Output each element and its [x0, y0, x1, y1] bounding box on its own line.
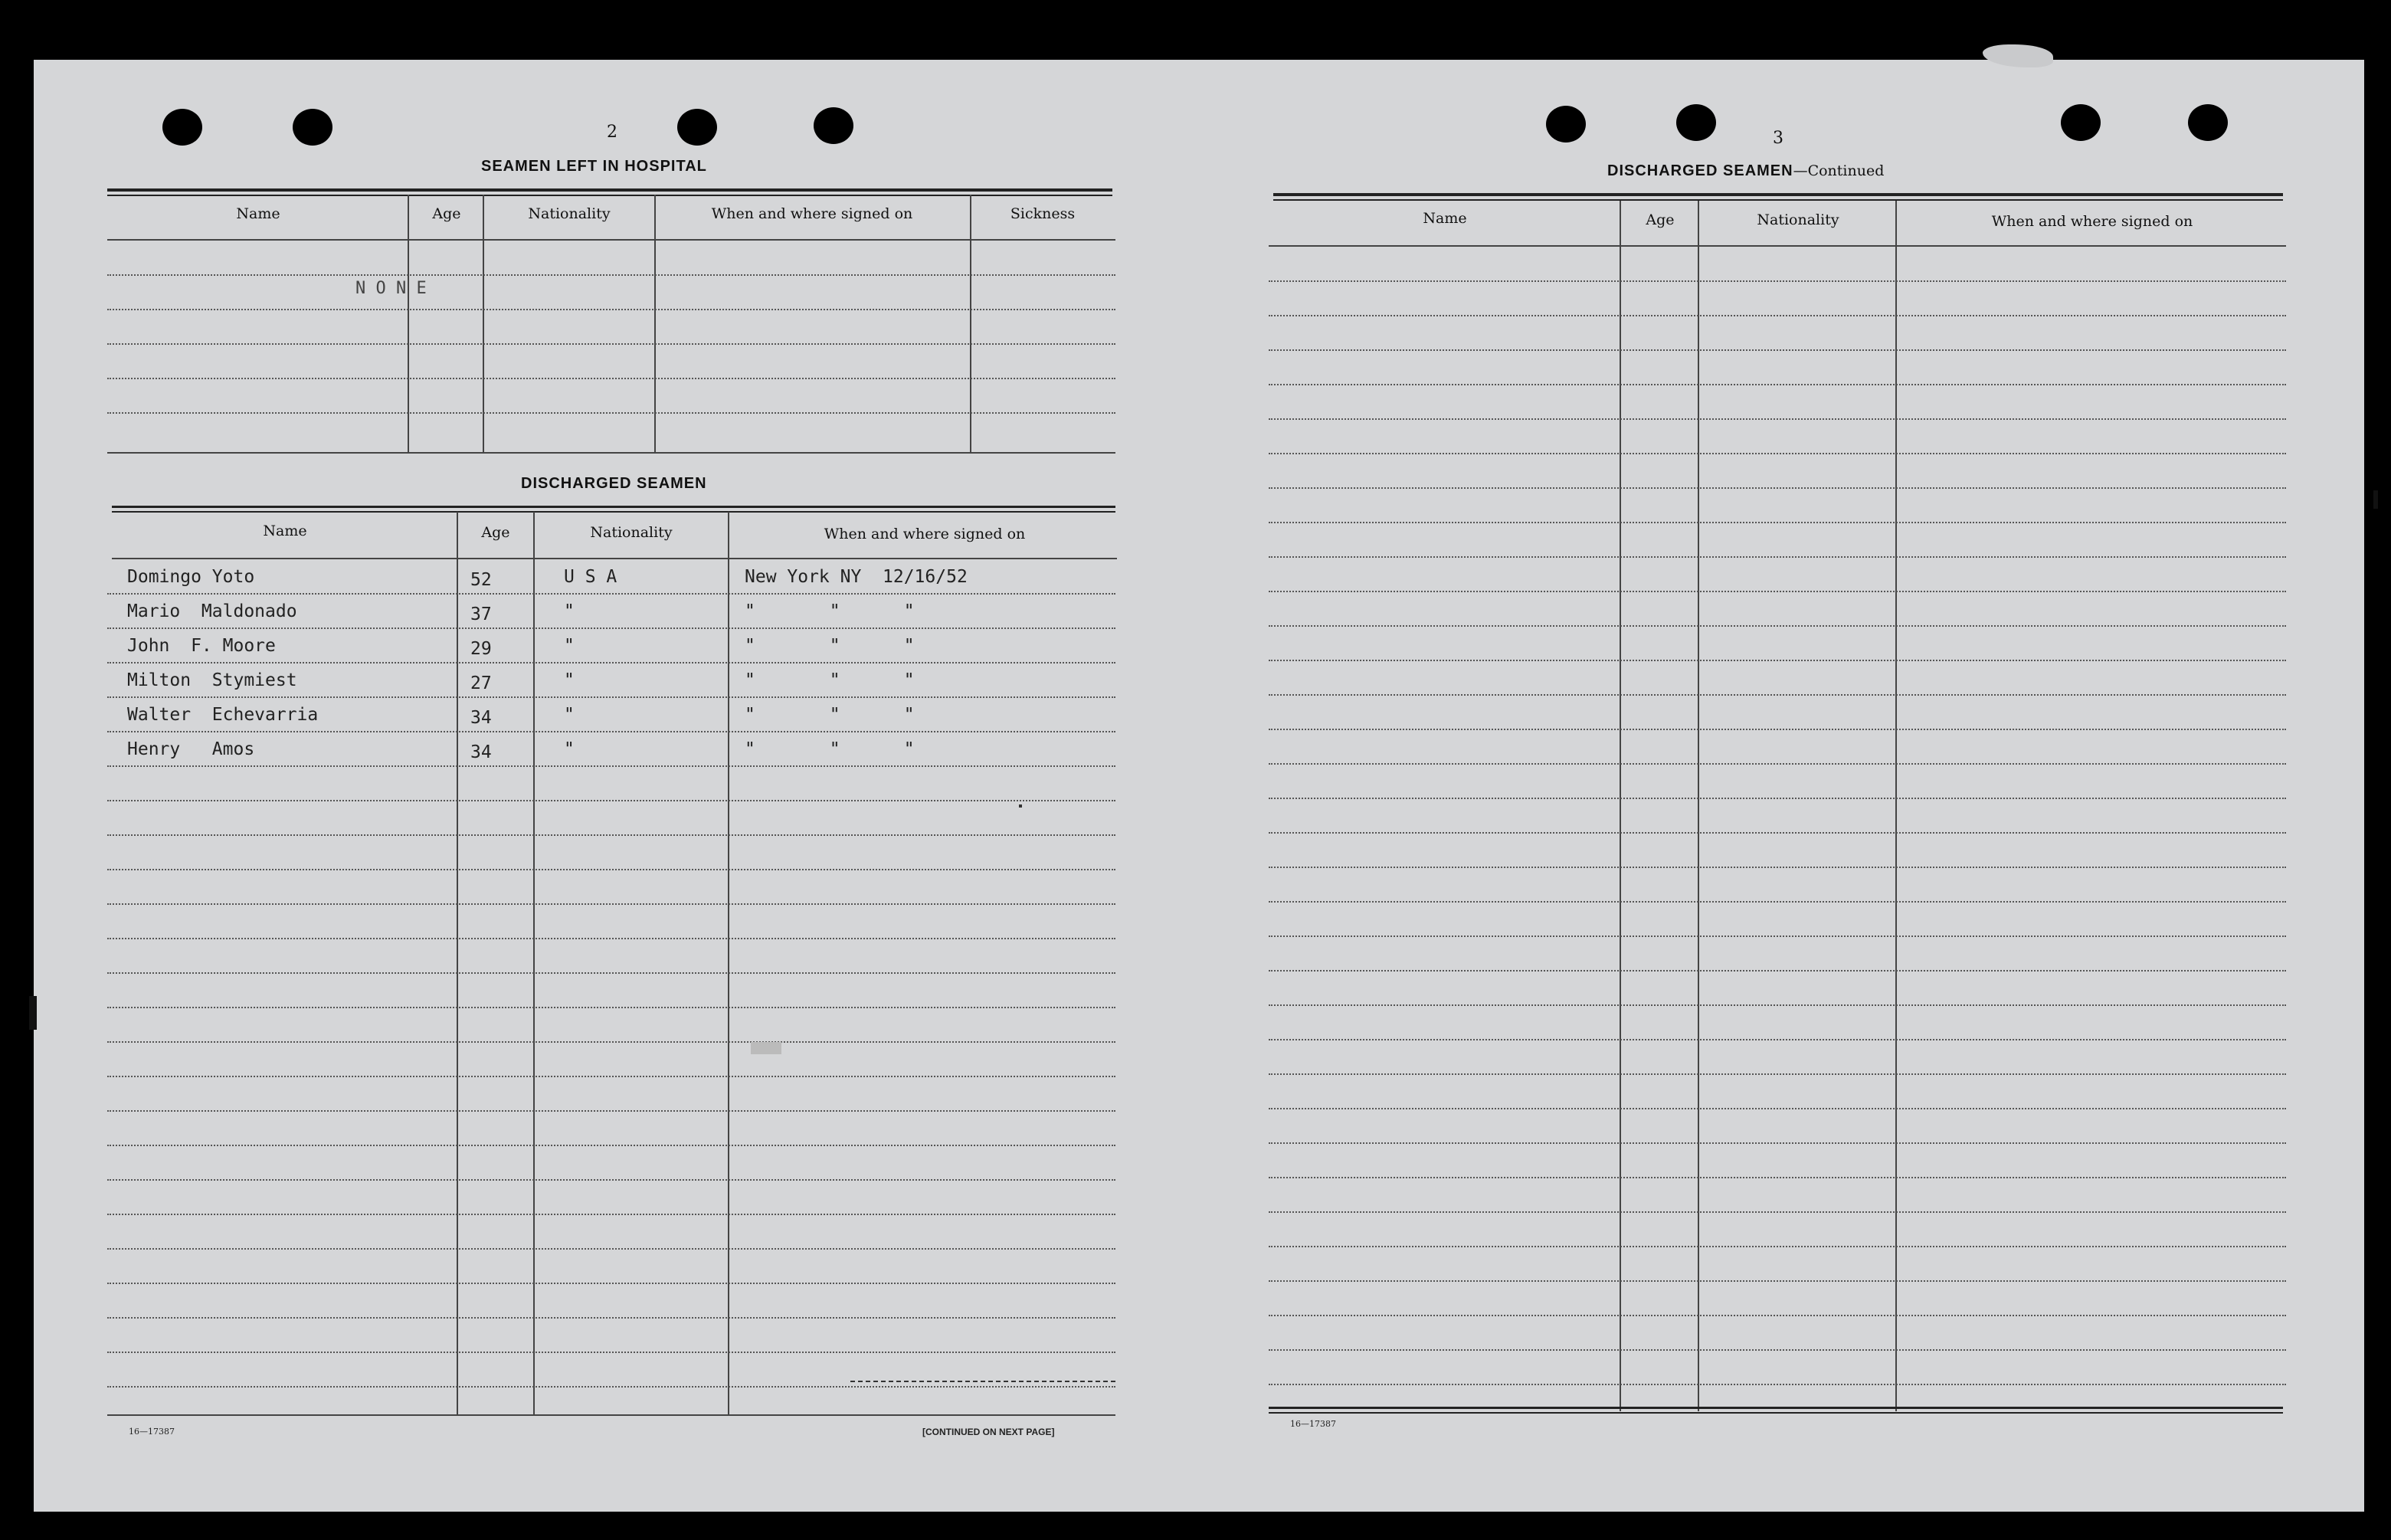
- heavy-rule: [1273, 193, 2283, 196]
- row-age: 27: [470, 673, 492, 693]
- row-signed-on: " " ": [745, 739, 915, 759]
- column-header-name: Name: [1423, 210, 1467, 227]
- ruled-line: [1269, 867, 2286, 868]
- ruled-line: [107, 593, 1115, 595]
- punch-hole: [2061, 104, 2101, 141]
- punch-hole: [2188, 104, 2228, 141]
- column-header-nationality: Nationality: [1757, 211, 1839, 228]
- row-signed-on: " " ": [745, 705, 915, 725]
- speck: [751, 1042, 781, 1054]
- column-header-name: Name: [263, 523, 307, 539]
- ruled-line: [1269, 384, 2286, 385]
- rule: [112, 511, 1115, 513]
- ruled-line: [107, 274, 1115, 276]
- rule: [1273, 199, 2283, 201]
- ruled-line: [107, 869, 1115, 870]
- section-title: [1607, 162, 1884, 180]
- ruled-line: [1269, 556, 2286, 558]
- ruled-line: [1269, 1280, 2286, 1282]
- column-header-age: Age: [432, 205, 461, 222]
- punch-hole: [677, 109, 717, 146]
- page-number: 2: [607, 123, 617, 142]
- row-name: John F. Moore: [127, 636, 276, 656]
- punch-hole: [814, 107, 853, 144]
- column-header-sickness: Sickness: [1010, 205, 1076, 222]
- column-divider: [533, 512, 535, 1414]
- row-name: Milton Stymiest: [127, 670, 297, 690]
- page-number: 3: [1773, 129, 1783, 148]
- column-header-name: Name: [236, 205, 280, 222]
- ruled-line: [1269, 418, 2286, 420]
- ruled-line: [1269, 832, 2286, 834]
- row-nationality: ": [564, 739, 575, 759]
- ruled-line: [1269, 729, 2286, 730]
- ruled-line: [1269, 315, 2286, 316]
- ruled-line: [1269, 935, 2286, 937]
- table-bottom-rule: [1269, 1407, 2283, 1409]
- column-header-signed-on: When and where signed on: [1991, 213, 2193, 230]
- form-number: 16—17387: [129, 1427, 175, 1437]
- punch-hole: [1546, 106, 1586, 143]
- ruled-line: [1269, 1004, 2286, 1006]
- ruled-line: [107, 731, 1115, 732]
- ruled-line: [1269, 1349, 2286, 1351]
- form-number: 16—17387: [1290, 1419, 1336, 1429]
- row-name: Domingo Yoto: [127, 567, 255, 587]
- ruled-line: [1269, 763, 2286, 765]
- header-underline: [112, 558, 1117, 559]
- heavy-rule: [107, 188, 1112, 192]
- ruled-line: [1269, 798, 2286, 799]
- row-age: 29: [470, 639, 492, 659]
- row-signed-on: " " ": [745, 601, 915, 621]
- ruled-line: [107, 1076, 1115, 1077]
- ruled-line: [1269, 901, 2286, 903]
- ruled-line: [107, 1110, 1115, 1112]
- row-age: 34: [470, 742, 492, 762]
- column-divider: [1698, 201, 1699, 1411]
- punch-hole: [293, 109, 332, 146]
- ruled-line: [107, 1352, 1115, 1353]
- ruled-line: [1269, 660, 2286, 661]
- ruled-line: [107, 1386, 1115, 1388]
- dotted-line: [850, 1381, 1115, 1382]
- ruled-line: [107, 378, 1115, 379]
- none-entry: N O N E: [355, 279, 427, 298]
- column-header-nationality: Nationality: [528, 205, 611, 222]
- column-divider: [1620, 201, 1621, 1411]
- row-nationality: ": [564, 670, 575, 690]
- section-title: SEAMEN LEFT IN HOSPITAL: [481, 158, 707, 175]
- column-divider: [457, 512, 458, 1414]
- header-underline: [1269, 245, 2286, 247]
- header-underline: [107, 239, 1115, 241]
- section-title-suffix: —Continued: [1793, 162, 1885, 179]
- column-header-nationality: Nationality: [590, 524, 673, 541]
- column-header-age: Age: [481, 524, 510, 541]
- ruled-line: [107, 662, 1115, 664]
- column-header-signed-on: When and where signed on: [824, 526, 1026, 542]
- ruled-line: [1269, 1039, 2286, 1040]
- punch-hole: [162, 109, 202, 146]
- ruled-line: [107, 627, 1115, 629]
- document-sheet: [34, 60, 2364, 1512]
- speck: [1019, 804, 1022, 808]
- ruled-line: [1269, 1211, 2286, 1213]
- ruled-line: [107, 938, 1115, 939]
- ruled-line: [1269, 1246, 2286, 1247]
- column-divider: [728, 512, 729, 1414]
- edge-mark: [2373, 490, 2378, 509]
- row-signed-on: " " ": [745, 636, 915, 656]
- ruled-line: [107, 1248, 1115, 1250]
- ruled-line: [1269, 280, 2286, 282]
- ruled-line: [1269, 453, 2286, 454]
- ruled-line: [107, 1041, 1115, 1043]
- section-title-main: DISCHARGED SEAMEN: [1607, 162, 1793, 179]
- row-name: Walter Echevarria: [127, 705, 319, 725]
- ruled-line: [1269, 694, 2286, 696]
- row-nationality: ": [564, 601, 575, 621]
- edge-mark: [29, 996, 37, 1030]
- row-nationality: U S A: [564, 567, 617, 587]
- ruled-line: [1269, 1384, 2286, 1385]
- ruled-line: [1269, 487, 2286, 489]
- ruled-line: [107, 1145, 1115, 1146]
- row-age: 37: [470, 605, 492, 624]
- row-signed-on: New York NY 12/16/52: [745, 567, 968, 587]
- ruled-line: [1269, 1315, 2286, 1316]
- ruled-line: [1269, 1142, 2286, 1144]
- row-name: Mario Maldonado: [127, 601, 297, 621]
- ruled-line: [1269, 1177, 2286, 1178]
- ruled-line: [107, 903, 1115, 905]
- ruled-line: [1269, 625, 2286, 627]
- column-header-age: Age: [1646, 211, 1675, 228]
- punch-hole: [1676, 104, 1716, 141]
- ruled-line: [107, 309, 1115, 310]
- ruled-line: [107, 834, 1115, 836]
- ruled-line: [107, 696, 1115, 698]
- ruled-line: [107, 1179, 1115, 1181]
- ruled-line: [1269, 349, 2286, 351]
- ruled-line: [107, 1283, 1115, 1284]
- ruled-line: [107, 972, 1115, 974]
- ruled-line: [107, 1214, 1115, 1215]
- ruled-line: [1269, 591, 2286, 592]
- ruled-line: [107, 1007, 1115, 1008]
- table-bottom-rule: [1269, 1412, 2283, 1414]
- row-age: 52: [470, 570, 492, 590]
- ruled-line: [107, 1317, 1115, 1319]
- ruled-line: [107, 765, 1115, 767]
- row-nationality: ": [564, 636, 575, 656]
- ruled-line: [1269, 1073, 2286, 1075]
- heavy-rule: [112, 506, 1115, 508]
- ruled-line: [107, 343, 1115, 345]
- rule: [107, 195, 1112, 196]
- ruled-line: [107, 800, 1115, 801]
- column-header-signed-on: When and where signed on: [711, 205, 913, 222]
- ruled-line: [107, 412, 1115, 414]
- row-age: 34: [470, 708, 492, 728]
- section-title: DISCHARGED SEAMEN: [521, 475, 707, 492]
- table-bottom-rule: [107, 452, 1115, 454]
- ruled-line: [1269, 970, 2286, 972]
- table-bottom-rule: [107, 1414, 1115, 1416]
- ruled-line: [1269, 1108, 2286, 1109]
- row-nationality: ": [564, 705, 575, 725]
- continued-note: [CONTINUED ON NEXT PAGE]: [922, 1427, 1055, 1437]
- column-divider: [1895, 201, 1897, 1411]
- row-signed-on: " " ": [745, 670, 915, 690]
- ruled-line: [1269, 522, 2286, 523]
- row-name: Henry Amos: [127, 739, 255, 759]
